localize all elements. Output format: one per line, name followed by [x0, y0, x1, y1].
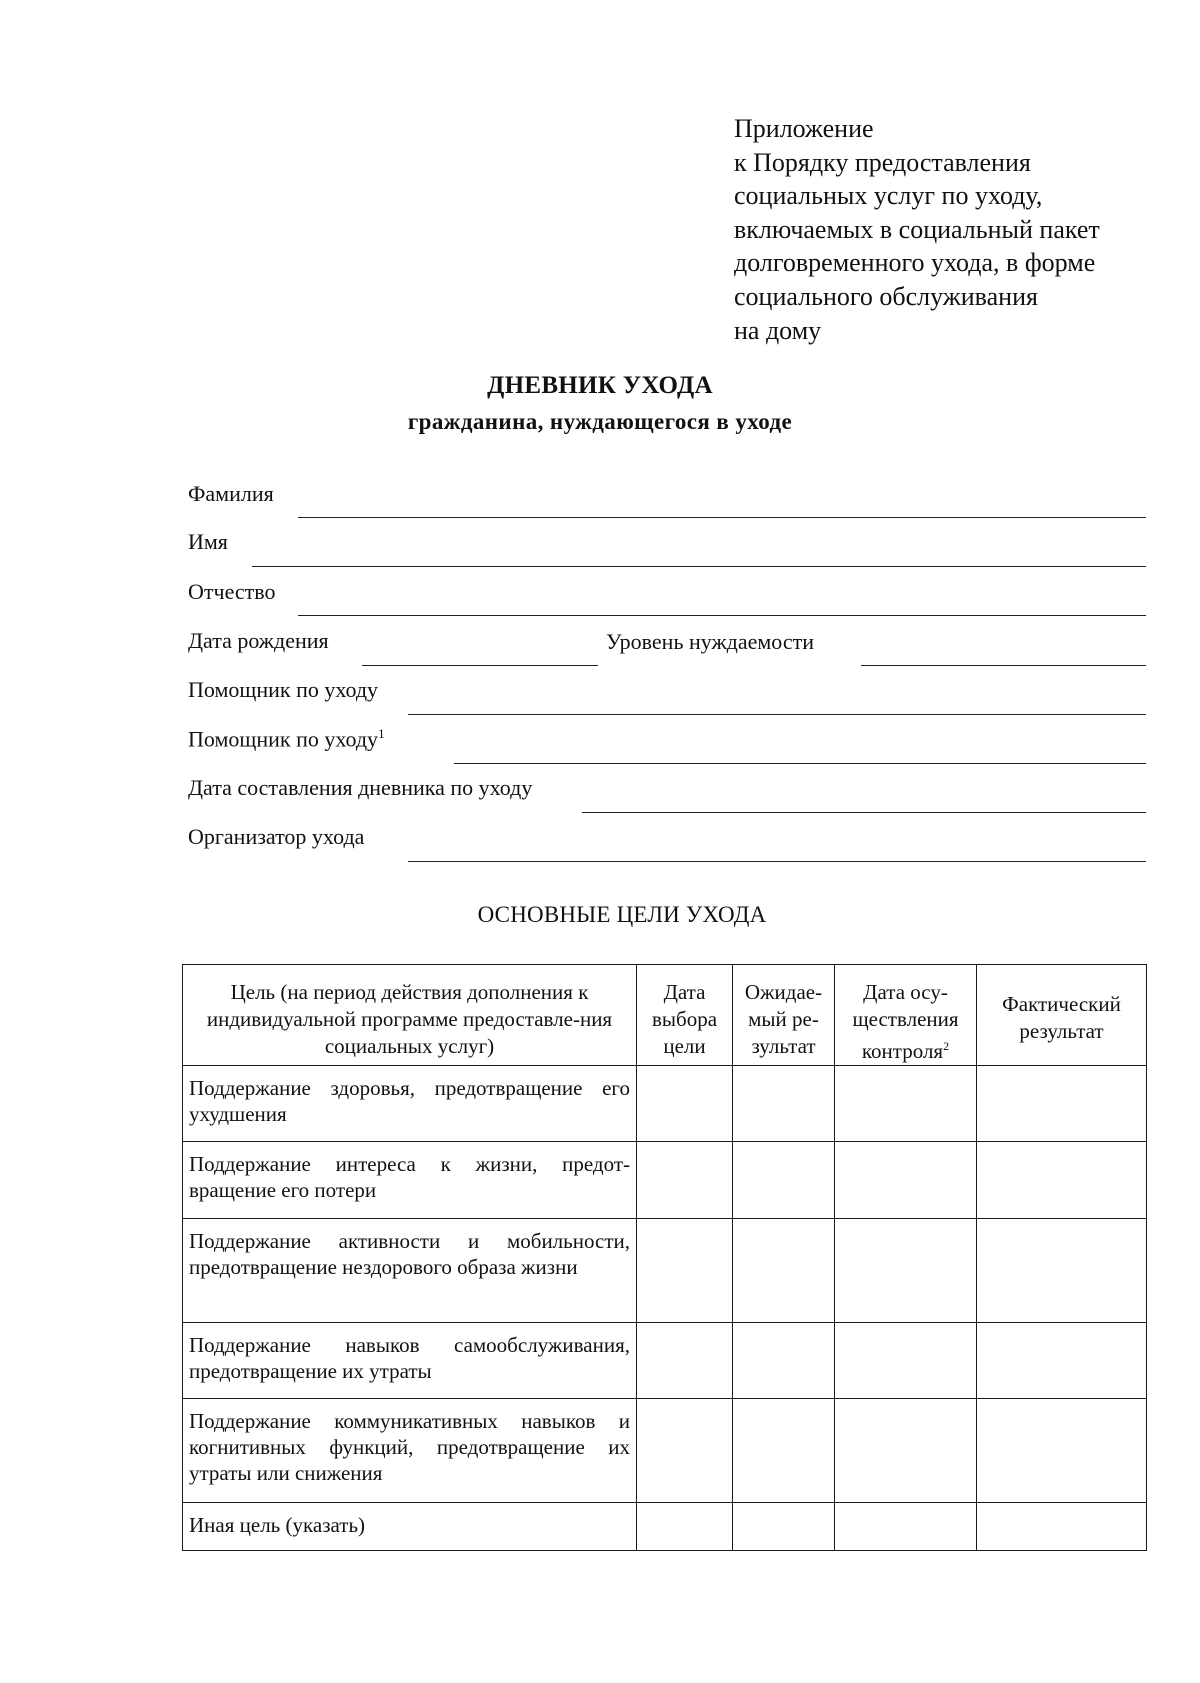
footnote-mark: 2 [943, 1039, 950, 1053]
actual-result-cell[interactable] [977, 1142, 1147, 1219]
expected-result-cell[interactable] [733, 1399, 835, 1503]
date-choice-cell[interactable] [637, 1399, 733, 1503]
date-choice-cell[interactable] [637, 1066, 733, 1142]
table-header-row [183, 965, 1147, 1066]
appendix-line: социального обслуживания [734, 281, 1038, 311]
control-date-cell[interactable] [835, 1219, 977, 1323]
date-choice-cell[interactable] [637, 1219, 733, 1323]
header-control-date: Дата осу-ществления контроля$^2$ [835, 965, 977, 1066]
table-row [183, 1066, 1147, 1142]
appendix-line: долговременного ухода, в форме [734, 248, 1096, 278]
appendix-line: социальных услуг по уходу, [734, 181, 1043, 211]
assistant2-field[interactable] [454, 763, 1146, 764]
header-date-choice: Дата выбора цели [637, 965, 733, 1066]
appendix-line: на дому [734, 315, 822, 345]
organizer-label: Организатор ухода [188, 824, 365, 849]
control-date-cell[interactable] [835, 1323, 977, 1399]
assistant2-label: Помощник по уходу$^1$ [188, 726, 385, 752]
organizer-field[interactable] [408, 861, 1146, 862]
document-subtitle: гражданина, нуждающегося в уходе [407, 409, 793, 434]
assistant-field[interactable] [408, 714, 1146, 715]
date-choice-cell[interactable] [637, 1323, 733, 1399]
header-expected-result: Ожидае-мый ре-зультат [733, 965, 835, 1066]
goal-cell: Поддержание здоровья, предотвращение его ухудшения [183, 1066, 637, 1142]
diary-date-field[interactable] [582, 812, 1146, 813]
appendix-line: Приложение [734, 114, 874, 143]
table-row [183, 1323, 1147, 1399]
diary-date-label: Дата составления дневника по уходу [188, 775, 533, 800]
expected-result-cell[interactable] [733, 1219, 835, 1323]
control-date-cell[interactable] [835, 1399, 977, 1503]
name-field[interactable] [252, 566, 1146, 567]
header-goal: Цель (на период действия дополнения к индивидуальной программе предоставле-ния социальных услуг) [183, 965, 637, 1066]
assistant-label: Помощник по уходу [188, 677, 379, 702]
patronymic-field[interactable] [298, 615, 1146, 616]
goals-table [182, 964, 1147, 1551]
goal-cell: Поддержание активности и мобильности, предотвращение нездорового образа жизни [183, 1219, 637, 1323]
document-title: ДНЕВНИК УХОДА [487, 372, 713, 399]
patronymic-label: Отчество [188, 579, 276, 604]
control-date-cell[interactable] [835, 1503, 977, 1551]
date-choice-cell[interactable] [637, 1142, 733, 1219]
table-row [183, 1503, 1147, 1551]
control-date-cell[interactable] [835, 1066, 977, 1142]
actual-result-cell[interactable] [977, 1399, 1147, 1503]
date-choice-cell[interactable] [637, 1503, 733, 1551]
expected-result-cell[interactable] [733, 1142, 835, 1219]
header-actual-result: Фактический результат [977, 965, 1147, 1066]
section-title: ОСНОВНЫЕ ЦЕЛИ УХОДА [477, 902, 767, 927]
appendix-block [734, 112, 1174, 347]
surname-label: Фамилия [188, 481, 274, 506]
appendix-line: к Порядку предоставления [734, 147, 1031, 177]
birth-date-field[interactable] [362, 665, 598, 666]
actual-result-cell[interactable] [977, 1219, 1147, 1323]
goal-cell: Поддержание интереса к жизни, предот-вращение его потери [183, 1142, 637, 1219]
name-label: Имя [188, 529, 228, 554]
birth-date-label: Дата рождения [188, 628, 329, 653]
goal-cell: Поддержание коммуникативных навыков и когнитивных функций, предотвращение их утраты или снижения [183, 1399, 637, 1503]
control-date-cell[interactable] [835, 1142, 977, 1219]
need-level-field[interactable] [861, 665, 1146, 666]
actual-result-cell[interactable] [977, 1503, 1147, 1551]
surname-field[interactable] [298, 517, 1146, 518]
goal-cell: Иная цель (указать) [183, 1503, 637, 1551]
expected-result-cell[interactable] [733, 1503, 835, 1551]
expected-result-cell[interactable] [733, 1066, 835, 1142]
appendix-line: включаемых в социальный пакет [734, 214, 1100, 244]
need-level-label: Уровень нуждаемости [606, 629, 815, 654]
expected-result-cell[interactable] [733, 1323, 835, 1399]
goal-cell: Поддержание навыков самообслуживания, предотвращение их утраты [183, 1323, 637, 1399]
table-row [183, 1142, 1147, 1219]
actual-result-cell[interactable] [977, 1323, 1147, 1399]
actual-result-cell[interactable] [977, 1066, 1147, 1142]
table-row [183, 1399, 1147, 1503]
footnote-mark: 1 [378, 726, 385, 741]
table-row [183, 1219, 1147, 1323]
